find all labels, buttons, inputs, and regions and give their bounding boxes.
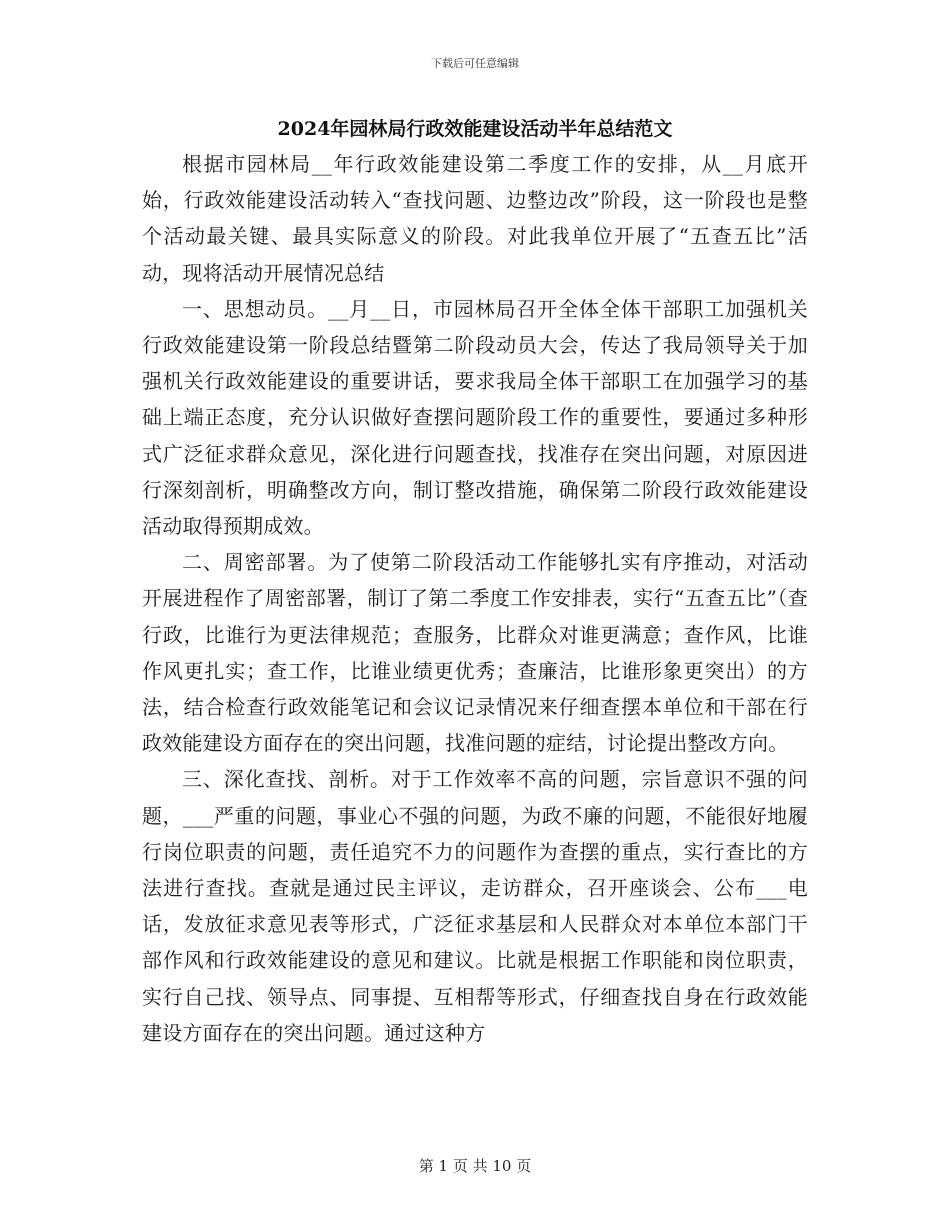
document-body — [142, 146, 808, 1051]
page-number: 第 1 页 共 10 页 — [418, 1157, 532, 1175]
paragraph-intro: 根据市园林局__年行政效能建设第二季度工作的安排，从__月底开始，行政效能建设活动转入“查找问题、边整边改”阶段，这一阶段也是整个活动最关键、最具实际意义的阶段。对此我单位开展了“五查五比”活动，现将活动开展情况总结 — [142, 152, 808, 285]
paragraph-section-1: 一、思想动员。__月__日，市园林局召开全体全体干部职工加强机关行政效能建设第一阶段总结暨第二阶段动员大会，传达了我局领导关于加强机关行政效能建设的重要讲话，要求我局全体干部职工在加强学习的基础上端正态度，充分认识做好查摆问题阶段工作的重要性，要通过多种形式广泛征求群众意见，深化进行问题查找，找准存在突出问题，对原因进行深刻剖析，明确整改方向，制订整改措施，确保第二阶段行政效能建设活动取得预期成效。 — [142, 296, 808, 539]
document-title: 2024年园林局行政效能建设活动半年总结范文 — [277, 118, 673, 140]
page-header-note: 下载后可任意编辑 — [431, 57, 519, 70]
paragraph-section-2: 二、周密部署。为了使第二阶段活动工作能够扎实有序推动，对活动开展进程作了周密部署，制订了第二季度工作安排表，实行“五查五比”（查行政，比谁行为更法律规范；查服务，比群众对谁更满意；查作风，比谁作风更扎实；查工作，比谁业绩更优秀；查廉洁，比谁形象更突出）的方法，结合检查行政效能笔记和会议记录情况来仔细查摆本单位和干部在行政效能建设方面存在的突出问题，找准问题的症结，讨论提出整改方向。 — [142, 550, 808, 756]
paragraph-section-3: 三、深化查找、剖析。对于工作效率不高的问题，宗旨意识不强的问题，___严重的问题，事业心不强的问题，为政不廉的问题，不能很好地履行岗位职责的问题，责任追究不力的问题作为查摆的重点，实行查比的方法进行查找。查就是通过民主评议，走访群众，召开座谈会、公布___电话，发放征求意见表等形式，广泛征求基层和人民群众对本单位本部门干部作风和行政效能建设的意见和建议。比就是根据工作职能和岗位职责，实行自己找、领导点、同事提、互相帮等形式，仔细查找自身在行政效能建设方面存在的突出问题。通过这种方 — [142, 767, 808, 1045]
